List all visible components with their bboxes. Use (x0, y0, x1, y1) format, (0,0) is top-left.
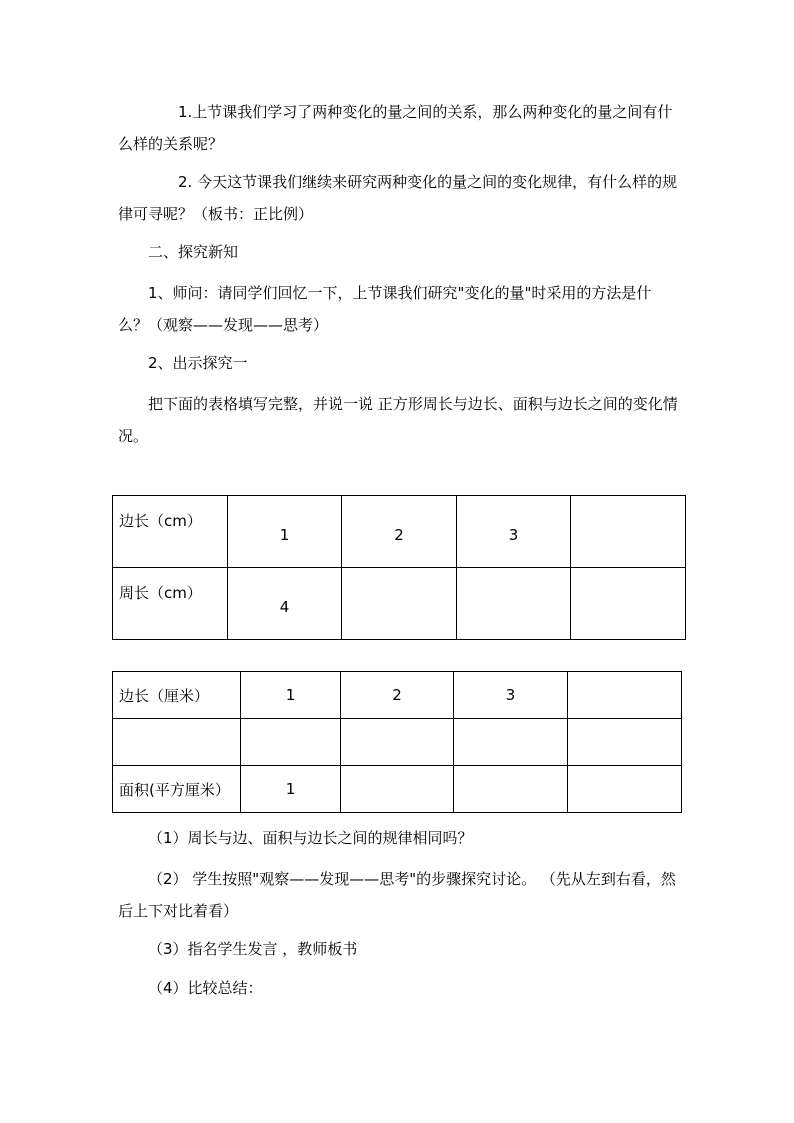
paragraph-student-discussion: （2） 学生按照"观察——发现——思考"的步骤探究讨论。 （先从左到右看，然后上下对比着看） (118, 870, 676, 920)
perimeter-table (112, 495, 686, 640)
paragraph-student-speak: （3）指名学生发言 ，教师板书 (148, 940, 358, 958)
table-row (113, 496, 686, 568)
table-cell: 周长（cm） (113, 568, 228, 640)
table-row (113, 766, 682, 813)
table-cell: 边长（厘米） (113, 672, 241, 719)
table-cell: 面积(平方厘米） (113, 766, 241, 813)
table-cell (571, 496, 686, 568)
table-cell (341, 766, 454, 813)
paragraph-show-explore-one: 2、出示探究一 (148, 354, 248, 372)
paragraph-fill-table-instruction: 把下面的表格填写完整，并说一说 正方形周长与边长、面积与边长之间的变化情况。 (118, 395, 678, 445)
area-table (112, 671, 682, 813)
table-cell: 2 (341, 672, 454, 719)
table-cell (113, 719, 241, 766)
table-cell (342, 568, 457, 640)
table-cell (568, 766, 682, 813)
section-heading-explore: 二、探究新知 (148, 243, 239, 261)
table-cell (454, 719, 568, 766)
table-cell (241, 719, 341, 766)
table-cell: 4 (228, 568, 342, 640)
question-same-pattern: （1）周长与边、面积与边长之间的规律相同吗？ (148, 829, 473, 847)
table-cell (341, 719, 454, 766)
paragraph-teacher-question: 1、师问：请同学们回忆一下，上节课我们研究"变化的量"时采用的方法是什么？（观察——发现——思考） (118, 284, 652, 334)
table-cell: 1 (228, 496, 342, 568)
table-cell: 3 (454, 672, 568, 719)
table-cell (454, 766, 568, 813)
table-cell (568, 672, 682, 719)
table-row (113, 672, 682, 719)
paragraph-compare-summary: （4）比较总结： (148, 979, 263, 997)
table-cell: 1 (241, 766, 341, 813)
table-cell (571, 568, 686, 640)
table-cell: 1 (241, 672, 341, 719)
table-row (113, 568, 686, 640)
table-cell (568, 719, 682, 766)
table-cell: 2 (342, 496, 457, 568)
table-cell: 3 (457, 496, 571, 568)
paragraph-review-question: 1.上节课我们学习了两种变化的量之间的关系，那么两种变化的量之间有什么样的关系呢？ (118, 103, 673, 153)
table-cell (457, 568, 571, 640)
table-row (113, 719, 682, 766)
table-cell: 边长（cm） (113, 496, 228, 568)
paragraph-today-topic: 2. 今天这节课我们继续来研究两种变化的量之间的变化规律，有什么样的规律可寻呢？（板书：正比例） (118, 173, 678, 223)
